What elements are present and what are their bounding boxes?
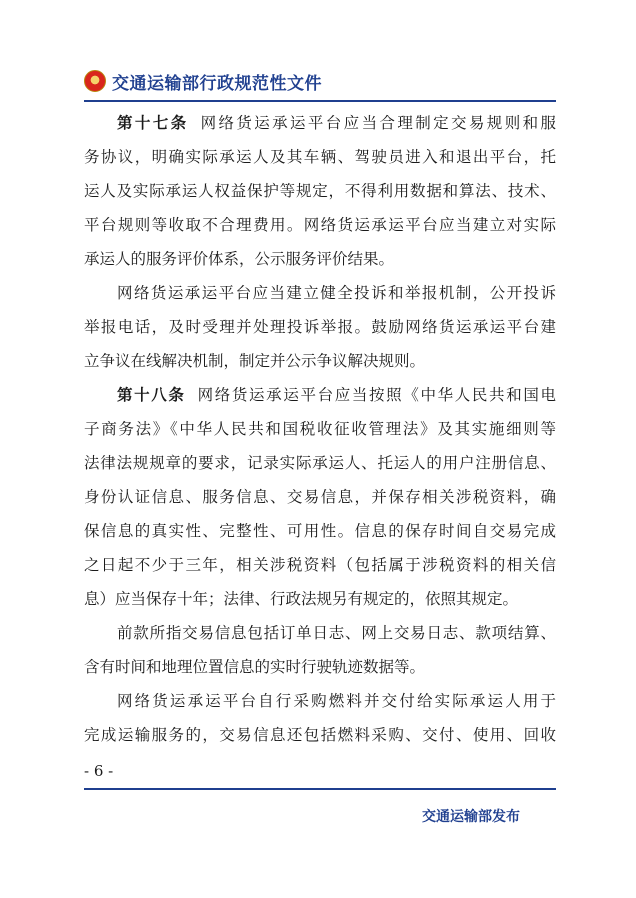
paragraph-article-18: 第十八条 网络货运承运平台应当按照《中华人民共和国电 子商务法》《中华人民共和国税收征收管理法》及其实施细则等 法律法规规章的要求，记录实际承运人、托运人的用户注册信息、 身份认证信息、服务信息、交易信息，并保存相关涉税资料，确 保信息的真实性、完整性、可用性。信息的保存时间自交易完成 之日起不少于三年，相关涉税资料（包括属于涉税资料的相关信 息）应当保存十年；法律、行政法规另有规定的，依照其规定。 <box>84 385 556 608</box>
footer-rule <box>84 788 556 790</box>
paragraph-transaction-info: 前款所指交易信息包括订单日志、网上交易日志、款项结算、 含有时间和地理位置信息的实时行驶轨迹数据等。 <box>84 624 556 676</box>
header-title: 交通运输部行政规范性文件 <box>112 73 322 94</box>
document-header <box>84 64 556 98</box>
national-emblem-icon <box>84 70 106 92</box>
paragraph-fuel: 网络货运承运平台自行采购燃料并交付给实际承运人用于 完成运输服务的，交易信息还包括燃料采购、交付、使用、回收 <box>84 692 556 744</box>
page-number: - 6 - <box>84 762 114 780</box>
paragraph-complaints: 网络货运承运平台应当建立健全投诉和举报机制，公开投诉 举报电话，及时受理并处理投诉举报。鼓励网络货运承运平台建 立争议在线解决机制，制定并公示争议解决规则。 <box>84 284 556 370</box>
article-number: 第十八条 <box>117 385 186 404</box>
document-body <box>84 106 556 752</box>
paragraph-article-17: 第十七条 网络货运承运平台应当合理制定交易规则和服 务协议，明确实际承运人及其车辆、驾驶员进入和退出平台，托 运人及实际承运人权益保护等规定，不得利用数据和算法、技术、 平台规则等收取不合理费用。网络货运承运平台应当建立对实际 承运人的服务评价体系，公示服务评价结果。 <box>84 113 556 268</box>
header-rule <box>84 100 556 102</box>
article-number: 第十七条 <box>117 113 189 132</box>
publisher-footer: 交通运输部发布 <box>422 809 520 825</box>
